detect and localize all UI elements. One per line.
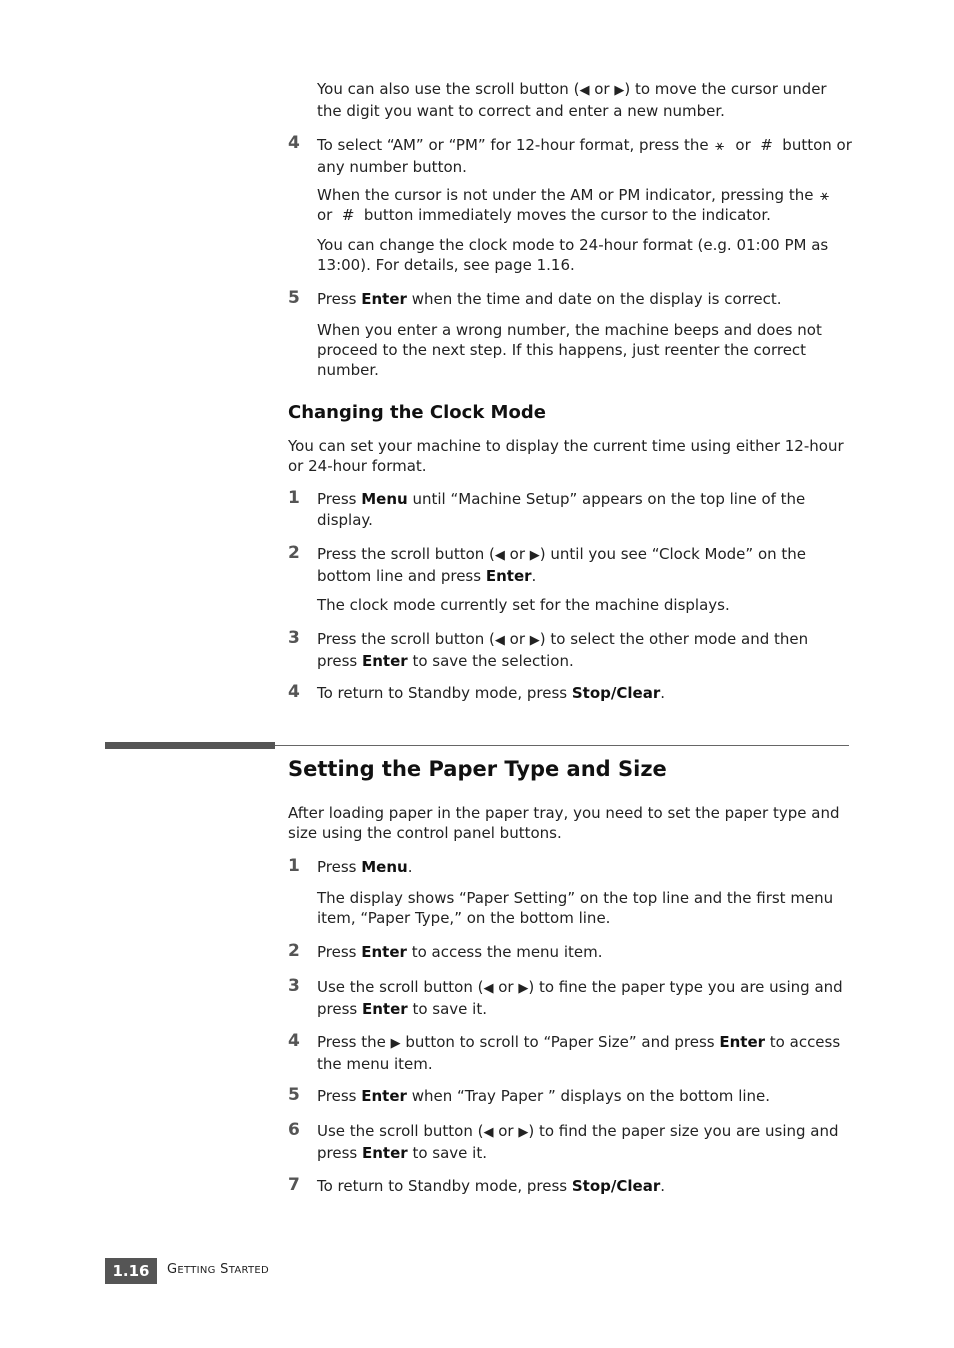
- section-intro: You can set your machine to display the current time using either 12-hour or 24-hour format.: [288, 437, 844, 475]
- step-text: Press Menu until “Machine Setup” appears on the top line of the display.: [317, 490, 806, 529]
- step-text: Press Menu.: [317, 858, 413, 876]
- step-number: 3: [288, 976, 300, 996]
- right-arrow-icon: ▶: [518, 1125, 529, 1140]
- right-arrow-icon: ▶: [529, 548, 540, 563]
- step-number: 5: [288, 288, 300, 308]
- chapter-title: GETTING STARTED: [167, 1262, 270, 1277]
- star-button-icon: ⚹: [819, 186, 829, 204]
- right-arrow-icon: ▶: [614, 83, 625, 98]
- page-number: 1.16: [105, 1258, 157, 1284]
- hash-button-icon: #: [341, 206, 355, 224]
- step-text: Press Enter when “Tray Paper ” displays on the bottom line.: [317, 1087, 771, 1105]
- step-number: 1: [288, 488, 300, 508]
- step-number: 6: [288, 1120, 300, 1140]
- page-heading: Setting the Paper Type and Size: [288, 757, 667, 781]
- step-text: Press Enter to access the menu item.: [317, 943, 603, 961]
- star-button-icon: ⚹: [715, 136, 725, 154]
- step-number: 3: [288, 628, 300, 648]
- step-number: 1: [288, 856, 300, 876]
- step-note: The display shows “Paper Setting” on the top line and the first menu item, “Paper Type,” on the bottom line.: [317, 889, 834, 927]
- left-arrow-icon: ◀: [494, 633, 505, 648]
- step-text: Press the ▶ button to scroll to “Paper Size” and press Enter to access the menu item.: [317, 1033, 841, 1073]
- step-text: Press Enter when the time and date on the display is correct.: [317, 290, 782, 308]
- right-arrow-icon: ▶: [390, 1036, 401, 1051]
- section-divider-line: [275, 745, 849, 746]
- step-note: You can change the clock mode to 24-hour format (e.g. 01:00 PM as 13:00). For details, see page 1.16.: [317, 236, 829, 274]
- step-number: 2: [288, 941, 300, 961]
- right-arrow-icon: ▶: [529, 633, 540, 648]
- step-number: 7: [288, 1175, 300, 1195]
- step-note: When the cursor is not under the AM or PM indicator, pressing the ⚹ or # button immediately moves the cursor to the indicator.: [317, 185, 852, 225]
- section-intro: After loading paper in the paper tray, you need to set the paper type and size using the control panel buttons.: [288, 804, 840, 842]
- right-arrow-icon: ▶: [518, 981, 529, 996]
- step-text: Press the scroll button (◀ or ▶) until you see “Clock Mode” on the bottom line and press Enter.: [317, 545, 807, 585]
- step-text: To select “AM” or “PM” for 12-hour format, press the ⚹ or # button or any number button.: [317, 136, 852, 176]
- step-number: 5: [288, 1085, 300, 1105]
- left-arrow-icon: ◀: [494, 548, 505, 563]
- step-text: To return to Standby mode, press Stop/Clear.: [317, 1177, 665, 1195]
- step-note: When you enter a wrong number, the machine beeps and does not proceed to the next step. If this happens, just reenter the correct number.: [317, 321, 822, 379]
- section-heading: Changing the Clock Mode: [288, 402, 546, 423]
- left-arrow-icon: ◀: [483, 981, 494, 996]
- intro-paragraph: You can also use the scroll button (◀ or ▶) to move the cursor under the digit you want to correct and enter a new number.: [317, 80, 827, 120]
- section-divider-thick: [105, 742, 275, 749]
- left-arrow-icon: ◀: [483, 1125, 494, 1140]
- step-number: 4: [288, 133, 300, 153]
- step-number: 2: [288, 543, 300, 563]
- hash-button-icon: #: [760, 136, 773, 154]
- step-text: To return to Standby mode, press Stop/Clear.: [317, 684, 665, 702]
- step-text: Use the scroll button (◀ or ▶) to find the paper size you are using and press Enter to save it.: [317, 1122, 839, 1162]
- step-text: Press the scroll button (◀ or ▶) to select the other mode and then press Enter to save the selection.: [317, 630, 809, 670]
- step-number: 4: [288, 682, 300, 702]
- left-arrow-icon: ◀: [579, 83, 590, 98]
- step-note: The clock mode currently set for the machine displays.: [317, 596, 730, 614]
- step-text: Use the scroll button (◀ or ▶) to fine the paper type you are using and press Enter to save it.: [317, 978, 843, 1018]
- step-number: 4: [288, 1031, 300, 1051]
